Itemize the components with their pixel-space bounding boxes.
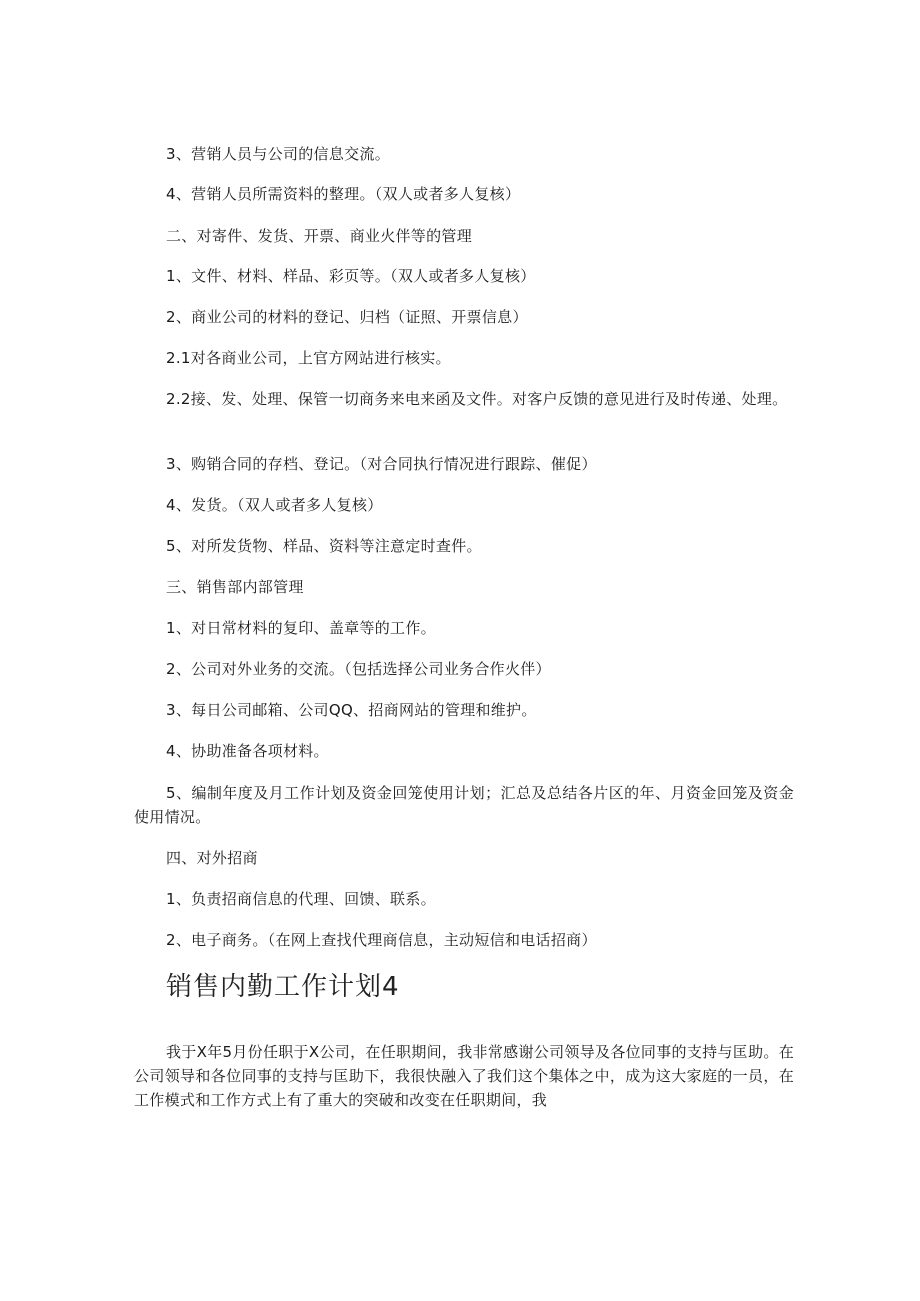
list-item: 2.1对各商业公司，上官方网站进行核实。 [166, 349, 451, 367]
list-item: 4、发货。（双人或者多人复核） [166, 496, 383, 514]
section-heading: 三、销售部内部管理 [166, 578, 304, 596]
list-item: 2.2接、发、处理、保管一切商务来电来函及文件。对客户反馈的意见进行及时传递、处理。 [166, 390, 788, 408]
list-item: 2、电子商务。（在网上查找代理商信息，主动短信和电话招商） [166, 931, 597, 949]
list-item: 5、对所发货物、样品、资料等注意定时查件。 [166, 537, 482, 555]
section-heading: 二、对寄件、发货、开票、商业火伴等的管理 [166, 227, 473, 245]
list-item: 4、协助准备各项材料。 [166, 742, 329, 760]
list-item: 4、营销人员所需资料的整理。（双人或者多人复核） [166, 185, 521, 203]
list-item: 1、对日常材料的复印、盖章等的工作。 [166, 619, 436, 637]
page-title: 销售内勤工作计划4 [166, 972, 400, 1002]
list-item: 3、每日公司邮箱、公司QQ、招商网站的管理和维护。 [166, 701, 537, 719]
list-item: 1、负责招商信息的代理、回馈、联系。 [166, 890, 436, 908]
list-item: 3、营销人员与公司的信息交流。 [166, 145, 391, 163]
list-item: 3、购销合同的存档、登记。（对合同执行情况进行跟踪、催促） [166, 455, 597, 473]
section-heading: 四、对外招商 [166, 849, 258, 867]
list-item: 5、编制年度及月工作计划及资金回笼使用计划；汇总及总结各片区的年、月资金回笼及资金使用情况。 [134, 784, 794, 826]
list-item: 2、商业公司的材料的登记、归档（证照、开票信息） [166, 308, 528, 326]
list-item: 2、公司对外业务的交流。（包括选择公司业务合作火伴） [166, 660, 551, 678]
body-paragraph: 我于X年5月份任职于X公司，在任职期间，我非常感谢公司领导及各位同事的支持与匡助。在公司领导和各位同事的支持与匡助下，我很快融入了我们这个集体之中，成为这大家庭的一员，在工作模式和工作方式上有了重大的突破和改变在任职期间，我 [134, 1043, 794, 1109]
list-item: 1、文件、材料、样品、彩页等。（双人或者多人复核） [166, 267, 536, 285]
